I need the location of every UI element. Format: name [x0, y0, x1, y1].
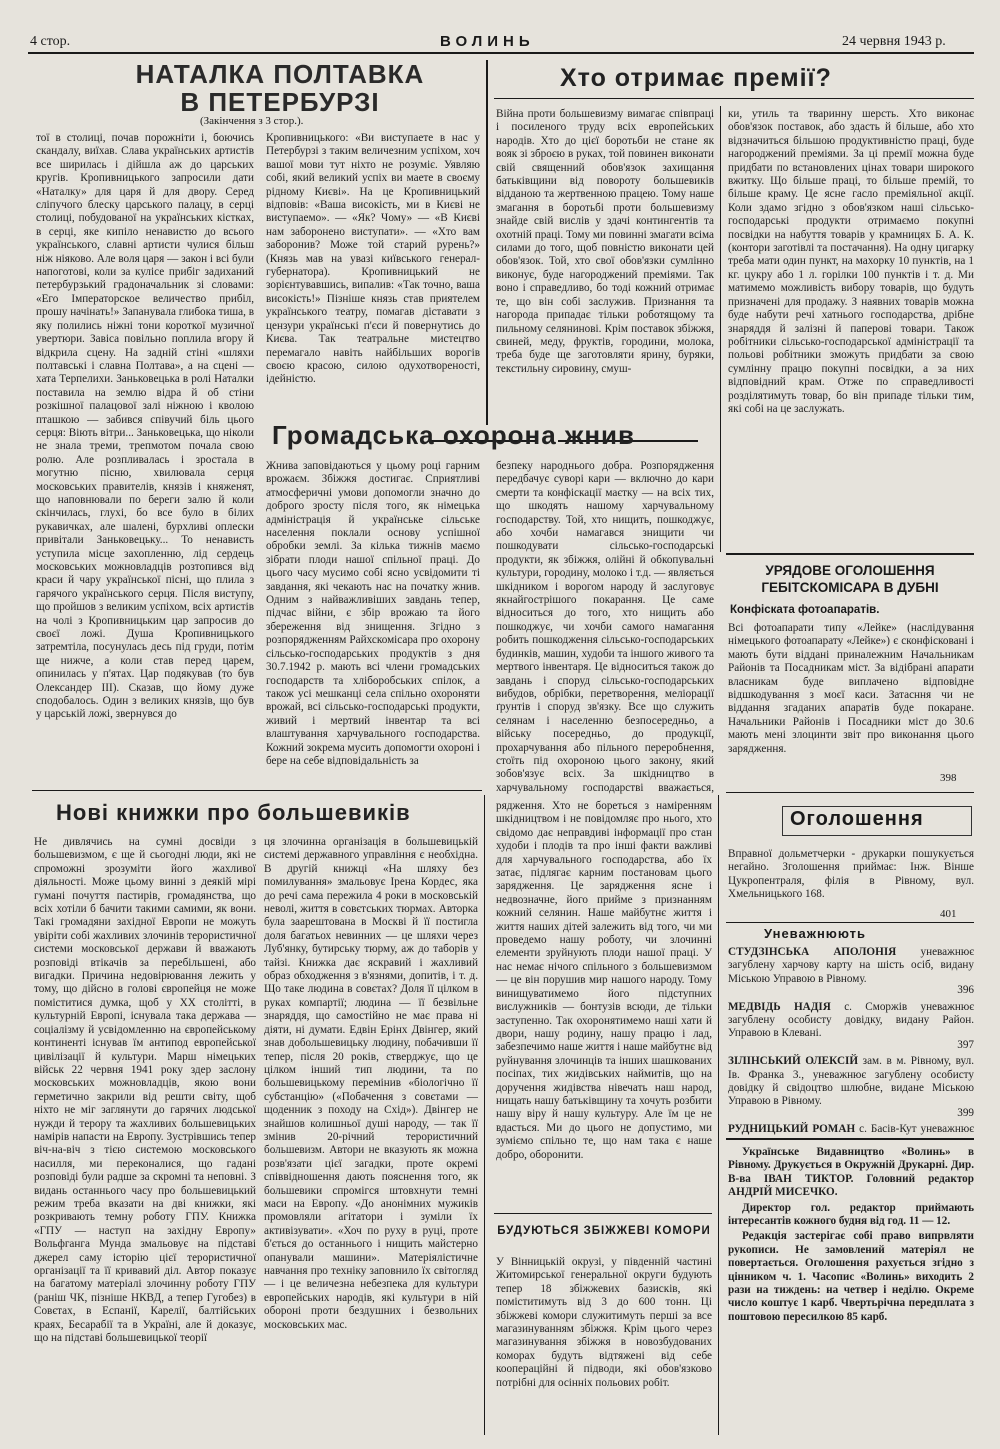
cancellations-list — [728, 946, 974, 1136]
list-item: РУДНИЦЬКИЙ РОМАН с. Басів-Кут уневажнює — [728, 1123, 974, 1136]
article-text: Не дивлячись на сумні досвіди з большевизмом, є ще й сьогодні люди, які не спроможні зрозуміти його жахливої діяльності. Може цьому винні з деякій мірі гумані почуття пастирів, громадянства, що всіх хотіли б бачити такими самими, як вони. Такі громадяни західної Европи не можуть увіріти собі жахливих злочинів терористичної системи московської держави й вважають розповіді втікачів за перебільшені, або вигадки. Причина недовірювання лежить у тому, що дійсно в голові європейця не може поміститися думка, щоб у ХХ столітті, в культурній Европі, існувала така держава — соціалізму й усвідомленню на європейському континенті існував їм антипод европейської цивілізації й культури. Марш німецьких військ 22 червня 1941 року здер заслону московських можновладців, якою вони герметично закрили від решти світу, щоб ніхто не міг заглянути до гарячих людської нужди й терору та жахливих большевицьких намірів напасти на Европу. Зустрівшись тепер віч-на-віч з тією системою московського насилля, ми переконалися, що гадані розповіді були радше за скромні та неповні. З видань останнього часу про большевицький режим треба вказати на дві книжки, які розкривають темну роботу ГПУ. Книжка «ГПУ — наступ на західну Европу» Вольфганга Мунда змальовує на підставі джерел саму історію цієї терористичної організації та її кривавий діл. Автор показує на багатому матеріалі злочинну роботу ГПУ (раніш ЧК, пізніше НКВД, а тепер Гугобез) в Совєтах, в Еспанії, Карелії, балтійських краях, Бесарабії та в Україні, але й доказує, що на підставі большевицької теорії — [34, 836, 256, 1345]
article-title: БУДУЮТЬСЯ ЗБІЖЖЕВІ КОМОРИ — [497, 1225, 711, 1237]
article-text: Війна проти большевизму вимагає співпраці і посиленого труду всіх европейських народів. Хто до цієї боротьби не стане як вояк зі зброєю в руках, той повинен виконати свій священний обов'язок захищання батьківщини від повороту большевиків відданою та жертвенною працею. Тому наше змагання в боротьбі проти большевизму знайде свій вислів у здачі контингентів та охотній праці. Тому ми повинні змагати всіма силами до того, щоб повністю виконати цей обов'язок. Той, хто свої обов'язки сумлінно виконує, буде нагороджений преміями. Так воно і справедливо, бо тоді кожний отримає те, що він собі заслужив. Признання та нагорода припадає тільки роботящому та пильному селянинові. Крім поставок збіжжя, свиней, меду, фруктів, городини, молока, треба буде ще заготовляти ярину, буряки, текстильну сировину, смуш- — [496, 108, 714, 375]
article-title: Нові книжки про большевиків — [56, 800, 411, 825]
article-title: Громадська охорона жнив — [272, 420, 636, 450]
newspaper-name: ВОЛИНЬ — [440, 33, 535, 50]
notice-title: Оголошення — [790, 808, 924, 830]
notice-title: УРЯДОВЕ ОГОЛОШЕННЯ ГЕБІТСКОМІСАРА В ДУБНІ — [761, 563, 939, 595]
separator — [726, 922, 974, 923]
notice-subtitle: Конфіската фотоапаратів. — [730, 604, 880, 616]
separator — [32, 790, 482, 791]
column-divider — [718, 795, 719, 1435]
notice-number: 401 — [940, 908, 957, 920]
list-item: МЕДВІДЬ НАДІЯ с. Сморжів уневажнює загублену особисту довідку, видану Район. Управою в Клевані. 397 — [728, 1000, 974, 1051]
article-text: ця злочинна організація в большевицькій системі державного управління є необхідна. В другій книжці «На шляху без помилування» змальовує Ірена Кордес, яка до речі сама пережила 4 роки в московській неволі, життя в совєтських тюрмах. Авторка була заарештована в Москві й її постигла доля багатьох невинних — це шляхи через Луб'янку, бутирську тюрму, аж до таборів у тайзі. Книжка дає яскравий і жахливий образ обходження з в'язнями, допитів, і т. д. Що таке людина в совєтах? Доля її цілком в руках компартії; людина — її безвільне знаряддя, що самостійно не має права ні діяти, ні думати. Едвін Ерінх Двінгер, який знав добольшевицьку людину, побачивши її тепер, після 20 років, стверджує, що це цілком інший тип людини, та по большевицькому перемінив «біологічно її субстанцію» («Побачення з совєтами — щоденник з походу на Схід»). Двінгер не знайшов колишньої душі народу, — так її змінив 20-річний терористичний большевизм. Автори не вказують як можна розв'язати цієї загадки, проте окремі співвідношення дають пояснення того, як большевики спромігся штовхнути темні маси на Европу. «До анонімних мужиків промовляли агітатори і зуміли їх активізувати». «Хоч по руху в руці, проте б'ється до останнього і нищить майстерно опанували машини». Матеріялістичне навчання про техніку заповнило їх світогляд — і це величезна небезпека для культури европейських народів, які культури в ній обороні проти бездушних і безвольних московських мас. — [264, 836, 478, 1331]
header-rule — [28, 52, 974, 54]
article-text: рядження. Хто не бореться з наміренням шкідництвом і не повідомляє про нього, хто свідомо дає неправдиві інформації про стан худоби і плодів та про інші факти важливі для харчувального господарства, або їх затає, підлягає карним постановам цього зарядження. Це зарядження ясне і недвозначне, його прийме з признанням кожний селянин. Наше майбутнє життя і життя наших дітей залежить від того, чи ми проведемо нашу роботу, чи злочинні елементи зруйнують плоди нашої праці. У нас немає нічого спільного з большевизмом — це він порушив мир нашого народу. Тому винищуватимемо його підступних вислужників — бонтузів всюди, де тільки заступенно. Так охоронятимемо наші хати й двори, нашу родину, нашу працю і лад, забезпечимо наше життя і наше майбутнє від руйнування злочинців та інших шашкованих посіпах, тих жидівських наймитів, що на доручення жидівства нівечать наш народ, нищать нашу батьківщину та хочуть розбити нашу віру й нашу культуру. Але їм це не вдасться. Ми до цього не допустимо, ми зуміємо спільно те, що нам така є наше добро, оборонити. — [496, 800, 712, 1161]
imprint: Українське Видавництво «Волинь» в Рівному. Друкується в Окружній Друкарні. Дир. В-ва ІВАН ТИКТОР. Головний редактор АНДРІЙ МИСЕЧКО. Директор гол. редактор приймають інтересантів кожного будня від год. 11 — 12. Редакція застерігає собі право випрвляти рукописи. Не замовлений матеріял не повертається. Оголошення рахується згідно з цінником ч. 1. Часопис «Волинь» виходить 2 рази на тиждень: на четвер і неділю. Окреме число коштує 1 карб. Чвертьрічна передплата з поштовою пересилкою 85 карб. — [728, 1146, 974, 1323]
article-text: Жнива заповідаються у цьому році гарним врожаєм. Збіжжя достигає. Сприятливі атмосферичні умови допомогли значно до доброго зросту після того, як німецька адміністрація й українське сільське населення поклали основу успішної обробки землі. За кілька тижнів маємо зібрати плоди нашої спільної праці. До цього часу мусимо собі ясно усвідомити ті завдання, які чекають нас на початку жнив. Одним з найважливіших завдань тепер, підчас війни, є збір врожаю та його збереження від знищення. Згідно з розпорядженням Райхскомісара про охорону сільсько-господарських продуктів з дня 30.7.1942 р. мають всі члени громадських господарств та хліборобських спілок, а також усі мешканці села спільно охороняти врожай, всі сільсько-господарські продукти, живий і мертвий інвентар та всі влаштування харчувального господарства. Кожний зокрема мусить допомогти охороні і бере на себе відповідальність за — [266, 460, 480, 767]
separator — [726, 792, 974, 793]
article-text: безпеку народнього добра. Розпорядження передбачує суворі кари — включно до кари смерти та конфіскації маєтку — на всіх тих, що шкодять нашому харчувальному господарству. Той, хто нищить, пошкоджує, або хочби намагався знищити чи пошкодувати сільсько-господарські продукти, як збіжжя, олійні й обкопувальні культури, городину, молоко і т.д. — являється шкідником і ворогом народу й заслуговує якнайгострішого покарання. Це саме відноситься до того, хто нищить або пошкоджує, чи хочби самого намагання робить пошкодження сільсько-господарських будинків, машин, худоби та іншого живого та мертвого інвентаря. Це відноситься також до завдань і споруд сільсько-господарських вибудов, обрібки, перетворення, меліорації ґрунтів і споруд зв'язку. Все що служить селянам і населенню безпосередньо, а війську посередньо, до продукції, прохарчування або пільного переробнення, стоїть під охороною цього закону, який зобов'язує всіх. За шкідництво в харчувальному господарстві вважається, — [496, 460, 714, 794]
separator — [726, 1138, 974, 1140]
continuation-note: (Закінчення з 3 стор.). — [200, 115, 304, 127]
article-title: НАТАЛКА ПОЛТАВКА В ПЕТЕРБУРЗІ — [135, 59, 425, 117]
separator — [494, 1213, 712, 1214]
title-rule — [494, 98, 974, 99]
list-item: ЗІЛІНСЬКИЙ ОЛЕКСІЙ зам. в м. Рівному, вул. Ів. Франка 3., уневажнює загублену особисту довідку й свідоцтво шлюбне, видане Міською Управою в Рівному. 399 — [728, 1055, 974, 1119]
notice-title: Уневажнюють — [764, 926, 867, 941]
column-divider — [486, 60, 488, 425]
article-title: Хто отримає премії? — [560, 64, 832, 92]
notice-number: 398 — [940, 772, 957, 784]
notice-text: Вправної дольметчерки - друкарки пошукується негайно. Зголошення приймає: Інж. Вінше Цукропентраля, філія в Рівному, вул. Хмельницького 168. — [728, 848, 974, 901]
article-text: ки, утиль та тваринну шерсть. Хто виконає обов'язок поставок, або здасть й більше, або хто відзначиться більшою продуктивністю праці, буде нагороджений преміями. За ці премії можна буде придбати по встановлених цінах товари широкого вжитку. Що більше праці, то більше премій, то більше краму. Це ясне гасло преміяльної акції. Коли здамо згідно з обов'язком наші сільсько-господарські продукти отримаємо покупні посвідки на набуття товарів у крамницях Б. А. К. (контори заготівлі та постачання). На одну цигарку треба мати один пункт, на махорку 10 пунктів, на 1 кг. цукру або 1 л. горілки 100 пунктів і т. д. Ми матимемо можливість вибору товарів, що будуть призначені для продажу. З наявних товарів можна буде набути речі хатнього господарства, дрібне знаряддя й залізні й паперові товари. Також робітники сільсько-господарської адміністрації та польові робітники зможуть придбати за свою сумлінну працю покупні посвідки, а за них відповідний крам. Отже по справедливості розділятимуть товар, бо він припаде тільки тим, які собі на це заслужать. — [728, 108, 974, 415]
page-number: 4 стор. — [30, 34, 71, 49]
column-divider — [484, 795, 485, 1435]
article-text: тої в столиці, почав порожніти і, боючись скандалу, виїхав. Слава українських артистів все ширилась і дійшла аж до царських кругів. Кропивницького запросили дати «Наталку» для царя й для двору. Серед сліпучого блеску царського палацу, в серці столиці, побудованої на українських кістках, в серці, яке кипіло ненавистю до всього українського, славні артисти чулися більш ніж ніяково. Але воля царя — закон і всі були напоготові, коли за кулісе прибіг задиханий петербурзький градоначальник зі словами: «Его Імператорское величество прибіл, прошу начінать!» Запанувала глибока тиша, в яку полились ніжні тони короткої музичної увертюри. Завіса повільно поплила вгору й відкрила сцену. На задній стіні «шляхи полтавські і славна Полтава», а на сцені — хата Терпелихи. Заньковецька в ролі Наталки поставила на землю відра й об стіни розкішної палацової залі ніжною і кволою пташкою — забився співучий біль цього серця: Віють вітри... Заньковецька, що ніколи не знала треми, трепмотом почала свою ролю. Але розпливалась і зростала в могутню пісню, хвилювала серця московських правителів, князів і княженят, що наповнювали по береги залю й коли скінчилась, глухі, бо все було в білих рукавичках, але шалені, бурхливі оплески привітали Заньковецьку... То ненависть уступила місце захопленню, лід сердець московських можновладців розтопився від краси й чару української пісні, що плила з гарячого українського серця. Після виступу, що пройшов з великим успіхом, всіх артистів на чолі з Кропивницьким цар запросив до своєї ложі. Душа Кропивницького затремтіла, посунулась десь під груди, потім ще нижче, а коли став перед царем, опинилась у п'ятах. Цар подякував (то був Олександер III). Сказав, що йому дуже сподобалось. Один з великих князів, що був у царській ложі, звернувся до — [36, 132, 254, 721]
separator — [726, 553, 974, 555]
notice-text: Всі фотоапарати типу «Лейке» (наслідування німецького фотоапарату «Лейке») є сконфісковані і мають бути віддані приналежним Начальникам Районів та Посадникам міст. За відібрані апарати власникам буде виплачено відповідне відшкодування з моєї каси. Затасння чи не віддання згаданих апаратів буде покаране. Начальники Районів і Посадники міст до 30.6 мають мені злоцинти звіт про виконання цього зарядження. — [728, 622, 974, 755]
column-divider — [720, 106, 721, 552]
list-item: СТУДЗІНСЬКА АПОЛОНІЯ уневажнює загублену харчову карту на шість осіб, видану Міською Управою в Рівному. 396 — [728, 946, 974, 997]
article-text: Кропивницького: «Ви виступаете в нас у Петербурзі з таким величезним успіхом, хоч вашої мови тут ніхто не розуміє. Уявляю собі, який великий успіх ви маете в своєму рідному Києві». На це Кропивницький відповів: «Ваша високість, ми в Києві не виступаемо». — «Як? Чому» — «В Києві нам заборонено виступати». — «Хто вам заборонив? Може той старий рурень?» (Князь мав на увазі київського генерал-губернатора). Кропивницький не зорієнтувавшись, випалив: «Так точно, ваша високість!» Пізніше князь став приятелем українського театру, помагав діставати з цензури українські п'єси й повернутись до Києва. Так театральне мистецтво перемагало навіть найбільших ворогів своєю красою, силою одухотвореності, ідейністю. — [266, 132, 480, 386]
issue-date: 24 червня 1943 р. — [842, 34, 946, 49]
article-text: У Вінницькій окрузі, у південній частині Житомирської генеральної округи будують тепер 18 збіжжевих базисків, які поміститимуть від 3 до 600 тонн. Ці збіжжеві комори служитимуть перші за все магазинуванням збіжжя. Крім цього через магазинування збіжжя в новозбудованих коморах будуть відтяжені від себе коопераційні й підводи, які обов'язково потрібні для осінніх польових робіт. — [496, 1256, 712, 1389]
